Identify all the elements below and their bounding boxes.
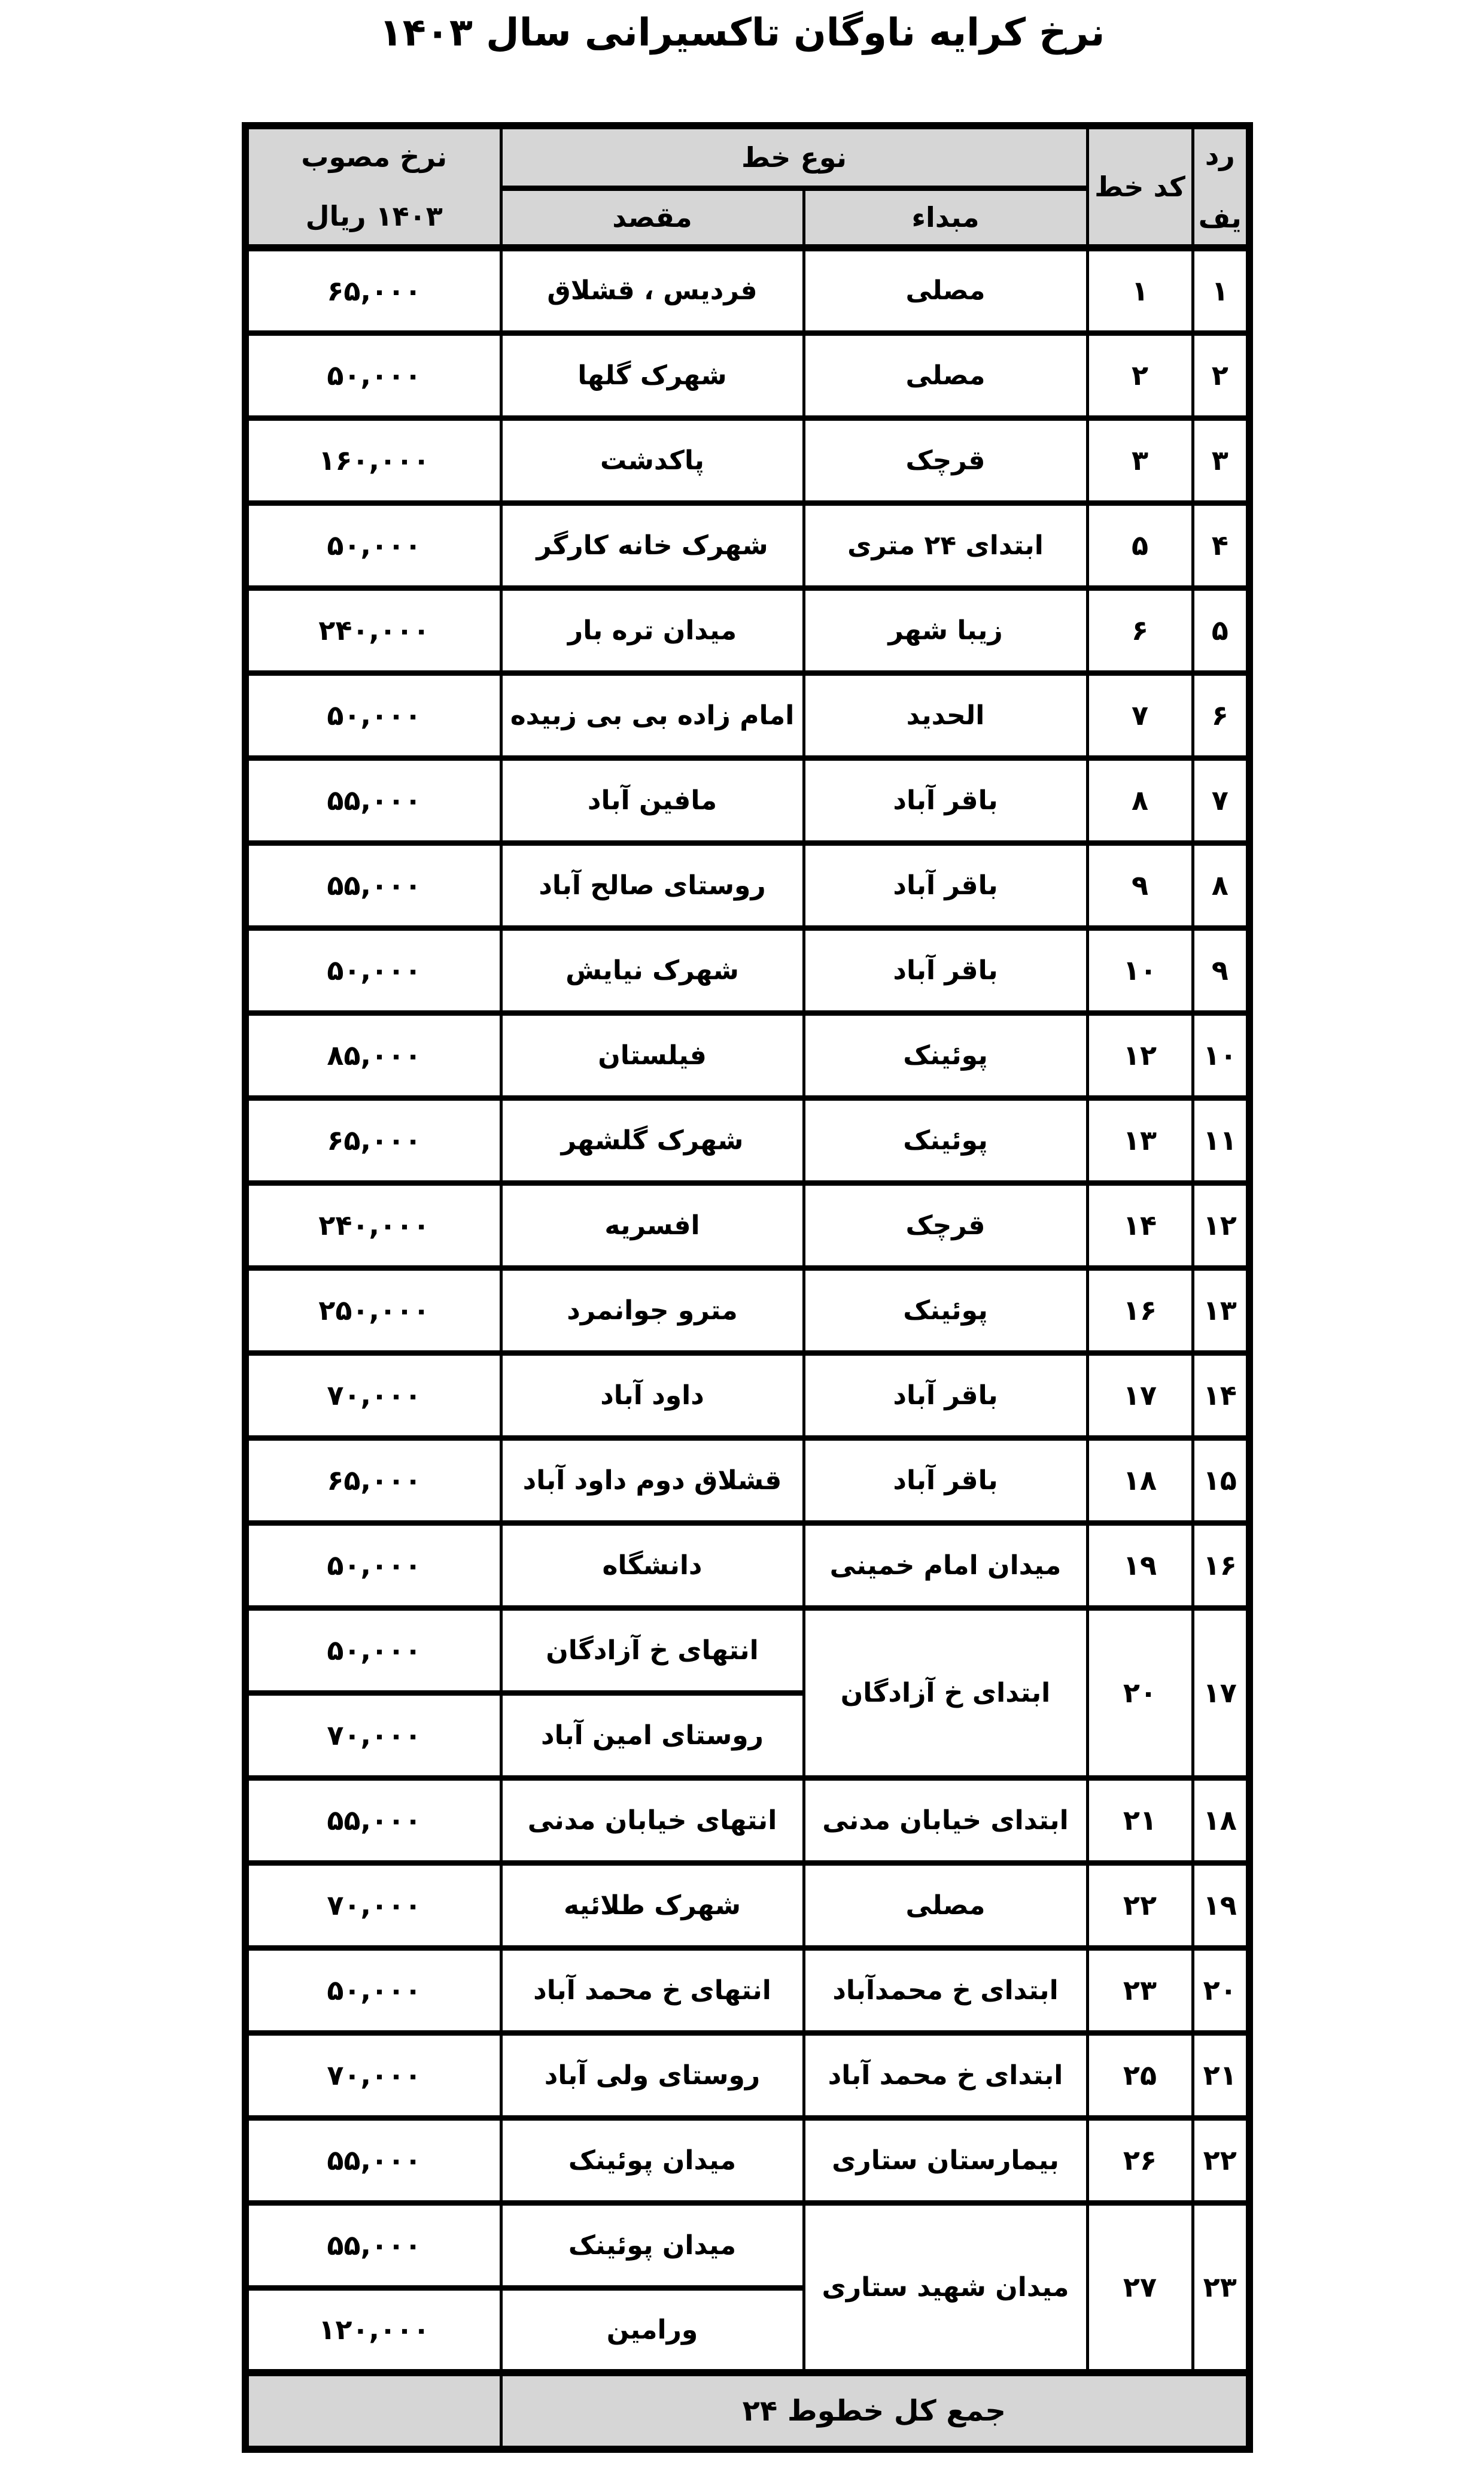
row-number-cell: ۵: [1193, 588, 1249, 673]
rate-cell: ۵۰,۰۰۰: [245, 928, 501, 1013]
row-number-cell: ۳: [1193, 418, 1249, 503]
line-code-cell: ۱۰: [1087, 928, 1193, 1013]
rate-cell: ۵۵,۰۰۰: [245, 2118, 501, 2203]
line-code-cell: ۱: [1087, 248, 1193, 333]
table-row: [245, 1098, 1249, 1183]
table-row: [245, 758, 1249, 843]
destination-cell: مترو جوانمرد: [501, 1268, 804, 1353]
table-row: [245, 503, 1249, 588]
rate-cell: ۷۰,۰۰۰: [245, 2033, 501, 2118]
line-code-cell: ۱۳: [1087, 1098, 1193, 1183]
destination-cell: روستای امین آباد: [501, 1693, 804, 1778]
destination-cell: میدان تره بار: [501, 588, 804, 673]
table-row: [245, 673, 1249, 758]
rate-cell: ۸۵,۰۰۰: [245, 1013, 501, 1098]
table-row: [245, 418, 1249, 503]
row-number-cell: ۱۴: [1193, 1353, 1249, 1438]
rate-cell: ۵۵,۰۰۰: [245, 843, 501, 928]
row-number-cell: ۲۲: [1193, 2118, 1249, 2203]
table-body: [245, 248, 1249, 2373]
line-code-cell: ۲۱: [1087, 1778, 1193, 1863]
row-number-cell: ۱۹: [1193, 1863, 1249, 1948]
destination-cell: داود آباد: [501, 1353, 804, 1438]
rate-cell: ۵۵,۰۰۰: [245, 2203, 501, 2288]
table-row: [245, 1013, 1249, 1098]
header-line-type: نوع خط: [501, 126, 1087, 188]
page-title: نرخ کرایه ناوگان تاکسیرانی سال ۱۴۰۳: [379, 11, 1105, 55]
table-row: [245, 928, 1249, 1013]
header-row-number: رد یف: [1193, 126, 1249, 248]
row-number-cell: ۹: [1193, 928, 1249, 1013]
line-code-cell: ۳: [1087, 418, 1193, 503]
destination-cell: انتهای خیابان مدنی: [501, 1778, 804, 1863]
rate-cell: ۷۰,۰۰۰: [245, 1693, 501, 1778]
origin-cell: زیبا شهر: [804, 588, 1087, 673]
row-number-cell: ۱۰: [1193, 1013, 1249, 1098]
footer-row: [245, 2373, 1249, 2449]
line-code-cell: ۲۵: [1087, 2033, 1193, 2118]
table-row: [245, 248, 1249, 333]
destination-cell: قشلاق دوم داود آباد: [501, 1438, 804, 1523]
origin-cell: ابتدای ۲۴ متری: [804, 503, 1087, 588]
rate-cell: ۵۰,۰۰۰: [245, 1608, 501, 1693]
header-destination: مقصد: [501, 188, 804, 248]
origin-cell: ابتدای خ محمد آباد: [804, 2033, 1087, 2118]
line-code-cell: ۱۹: [1087, 1523, 1193, 1608]
row-number-cell: ۲: [1193, 333, 1249, 418]
line-code-cell: ۲۲: [1087, 1863, 1193, 1948]
destination-cell: روستای صالح آباد: [501, 843, 804, 928]
rate-cell: ۵۰,۰۰۰: [245, 1523, 501, 1608]
table-row: [245, 1353, 1249, 1438]
destination-cell: مافین آباد: [501, 758, 804, 843]
row-number-cell: ۸: [1193, 843, 1249, 928]
rate-cell: ۵۵,۰۰۰: [245, 1778, 501, 1863]
table-row: [245, 1863, 1249, 1948]
line-code-cell: ۱۷: [1087, 1353, 1193, 1438]
table-row-split: [245, 2203, 1249, 2288]
rate-cell: ۲۴۰,۰۰۰: [245, 1183, 501, 1268]
rate-cell: ۶۵,۰۰۰: [245, 1438, 501, 1523]
rate-cell: ۲۵۰,۰۰۰: [245, 1268, 501, 1353]
table-row: [245, 1948, 1249, 2033]
destination-cell: شهرک گلشهر: [501, 1098, 804, 1183]
rate-cell: ۶۵,۰۰۰: [245, 1098, 501, 1183]
row-number-cell: ۱۳: [1193, 1268, 1249, 1353]
origin-cell: مصلی: [804, 248, 1087, 333]
line-code-cell: ۱۶: [1087, 1268, 1193, 1353]
origin-cell: قرچک: [804, 418, 1087, 503]
table-row: [245, 333, 1249, 418]
origin-cell: میدان امام خمینی: [804, 1523, 1087, 1608]
destination-cell: فردیس ، قشلاق: [501, 248, 804, 333]
table-row: [245, 843, 1249, 928]
line-code-cell: ۱۲: [1087, 1013, 1193, 1098]
footer-empty-cell: [245, 2373, 501, 2449]
origin-cell: قرچک: [804, 1183, 1087, 1268]
table-row: [245, 1268, 1249, 1353]
line-code-cell: ۲۶: [1087, 2118, 1193, 2203]
origin-cell: باقر آباد: [804, 1438, 1087, 1523]
row-number-cell: ۲۱: [1193, 2033, 1249, 2118]
destination-cell: میدان پوئینک: [501, 2203, 804, 2288]
table-row: [245, 1183, 1249, 1268]
table-row: [245, 2033, 1249, 2118]
destination-cell: شهرک طلائیه: [501, 1863, 804, 1948]
rate-cell: ۵۵,۰۰۰: [245, 758, 501, 843]
line-code-cell: ۱۸: [1087, 1438, 1193, 1523]
destination-cell: امام زاده بی بی زبیده: [501, 673, 804, 758]
line-code-cell: ۲: [1087, 333, 1193, 418]
row-number-cell: ۱۱: [1193, 1098, 1249, 1183]
row-number-cell: ۲۰: [1193, 1948, 1249, 2033]
origin-cell: باقر آباد: [804, 758, 1087, 843]
line-code-cell: ۸: [1087, 758, 1193, 843]
origin-cell: باقر آباد: [804, 1353, 1087, 1438]
destination-cell: پاکدشت: [501, 418, 804, 503]
row-number-cell: ۱: [1193, 248, 1249, 333]
header-origin: مبداء: [804, 188, 1087, 248]
origin-cell: پوئینک: [804, 1268, 1087, 1353]
table-row-split: [245, 1608, 1249, 1693]
row-number-cell: ۴: [1193, 503, 1249, 588]
line-code-cell: ۹: [1087, 843, 1193, 928]
rate-cell: ۶۵,۰۰۰: [245, 248, 501, 333]
destination-cell: دانشگاه: [501, 1523, 804, 1608]
rate-cell: ۷۰,۰۰۰: [245, 1863, 501, 1948]
destination-cell: افسریه: [501, 1183, 804, 1268]
destination-cell: انتهای خ آزادگان: [501, 1608, 804, 1693]
row-number-cell: ۱۶: [1193, 1523, 1249, 1608]
row-number-cell: ۱۸: [1193, 1778, 1249, 1863]
origin-cell: ابتدای خ محمدآباد: [804, 1948, 1087, 2033]
origin-cell: مصلی: [804, 333, 1087, 418]
line-code-cell: ۲۳: [1087, 1948, 1193, 2033]
line-code-cell: ۲۷: [1087, 2203, 1193, 2373]
row-number-cell: ۱۷: [1193, 1608, 1249, 1778]
origin-cell: ابتدای خ آزادگان: [804, 1608, 1087, 1778]
destination-cell: ورامین: [501, 2288, 804, 2373]
header-approved-rate: نرخ مصوب ۱۴۰۳ ریال: [245, 126, 501, 248]
rate-cell: ۵۰,۰۰۰: [245, 333, 501, 418]
origin-cell: میدان شهید ستاری: [804, 2203, 1087, 2373]
line-code-cell: ۷: [1087, 673, 1193, 758]
line-code-cell: ۱۴: [1087, 1183, 1193, 1268]
table-header: [245, 126, 1249, 248]
rate-cell: ۵۰,۰۰۰: [245, 673, 501, 758]
table-footer: [245, 2373, 1249, 2449]
header-line-code: کد خط: [1087, 126, 1193, 248]
table-row: [245, 588, 1249, 673]
rate-cell: ۵۰,۰۰۰: [245, 503, 501, 588]
origin-cell: الحدید: [804, 673, 1087, 758]
rate-cell: ۷۰,۰۰۰: [245, 1353, 501, 1438]
line-code-cell: ۲۰: [1087, 1608, 1193, 1778]
fare-table: [242, 122, 1253, 2453]
destination-cell: میدان پوئینک: [501, 2118, 804, 2203]
footer-total-cell: جمع کل خطوط ۲۴: [501, 2373, 1249, 2449]
rate-cell: ۱۶۰,۰۰۰: [245, 418, 501, 503]
rate-cell: ۲۴۰,۰۰۰: [245, 588, 501, 673]
row-number-cell: ۷: [1193, 758, 1249, 843]
origin-cell: پوئینک: [804, 1098, 1087, 1183]
table-row: [245, 1523, 1249, 1608]
line-code-cell: ۵: [1087, 503, 1193, 588]
destination-cell: فیلستان: [501, 1013, 804, 1098]
row-number-cell: ۱۵: [1193, 1438, 1249, 1523]
destination-cell: شهرک نیایش: [501, 928, 804, 1013]
rate-cell: ۵۰,۰۰۰: [245, 1948, 501, 2033]
origin-cell: باقر آباد: [804, 928, 1087, 1013]
line-code-cell: ۶: [1087, 588, 1193, 673]
table-row: [245, 1438, 1249, 1523]
origin-cell: ابتدای خیابان مدنی: [804, 1778, 1087, 1863]
row-number-cell: ۶: [1193, 673, 1249, 758]
row-number-cell: ۱۲: [1193, 1183, 1249, 1268]
row-number-cell: ۲۳: [1193, 2203, 1249, 2373]
rate-cell: ۱۲۰,۰۰۰: [245, 2288, 501, 2373]
table-row: [245, 2118, 1249, 2203]
origin-cell: مصلی: [804, 1863, 1087, 1948]
destination-cell: شهرک خانه کارگر: [501, 503, 804, 588]
destination-cell: روستای ولی آباد: [501, 2033, 804, 2118]
destination-cell: انتهای خ محمد آباد: [501, 1948, 804, 2033]
table-row: [245, 1778, 1249, 1863]
destination-cell: شهرک گلها: [501, 333, 804, 418]
origin-cell: پوئینک: [804, 1013, 1087, 1098]
origin-cell: بیمارستان ستاری: [804, 2118, 1087, 2203]
origin-cell: باقر آباد: [804, 843, 1087, 928]
